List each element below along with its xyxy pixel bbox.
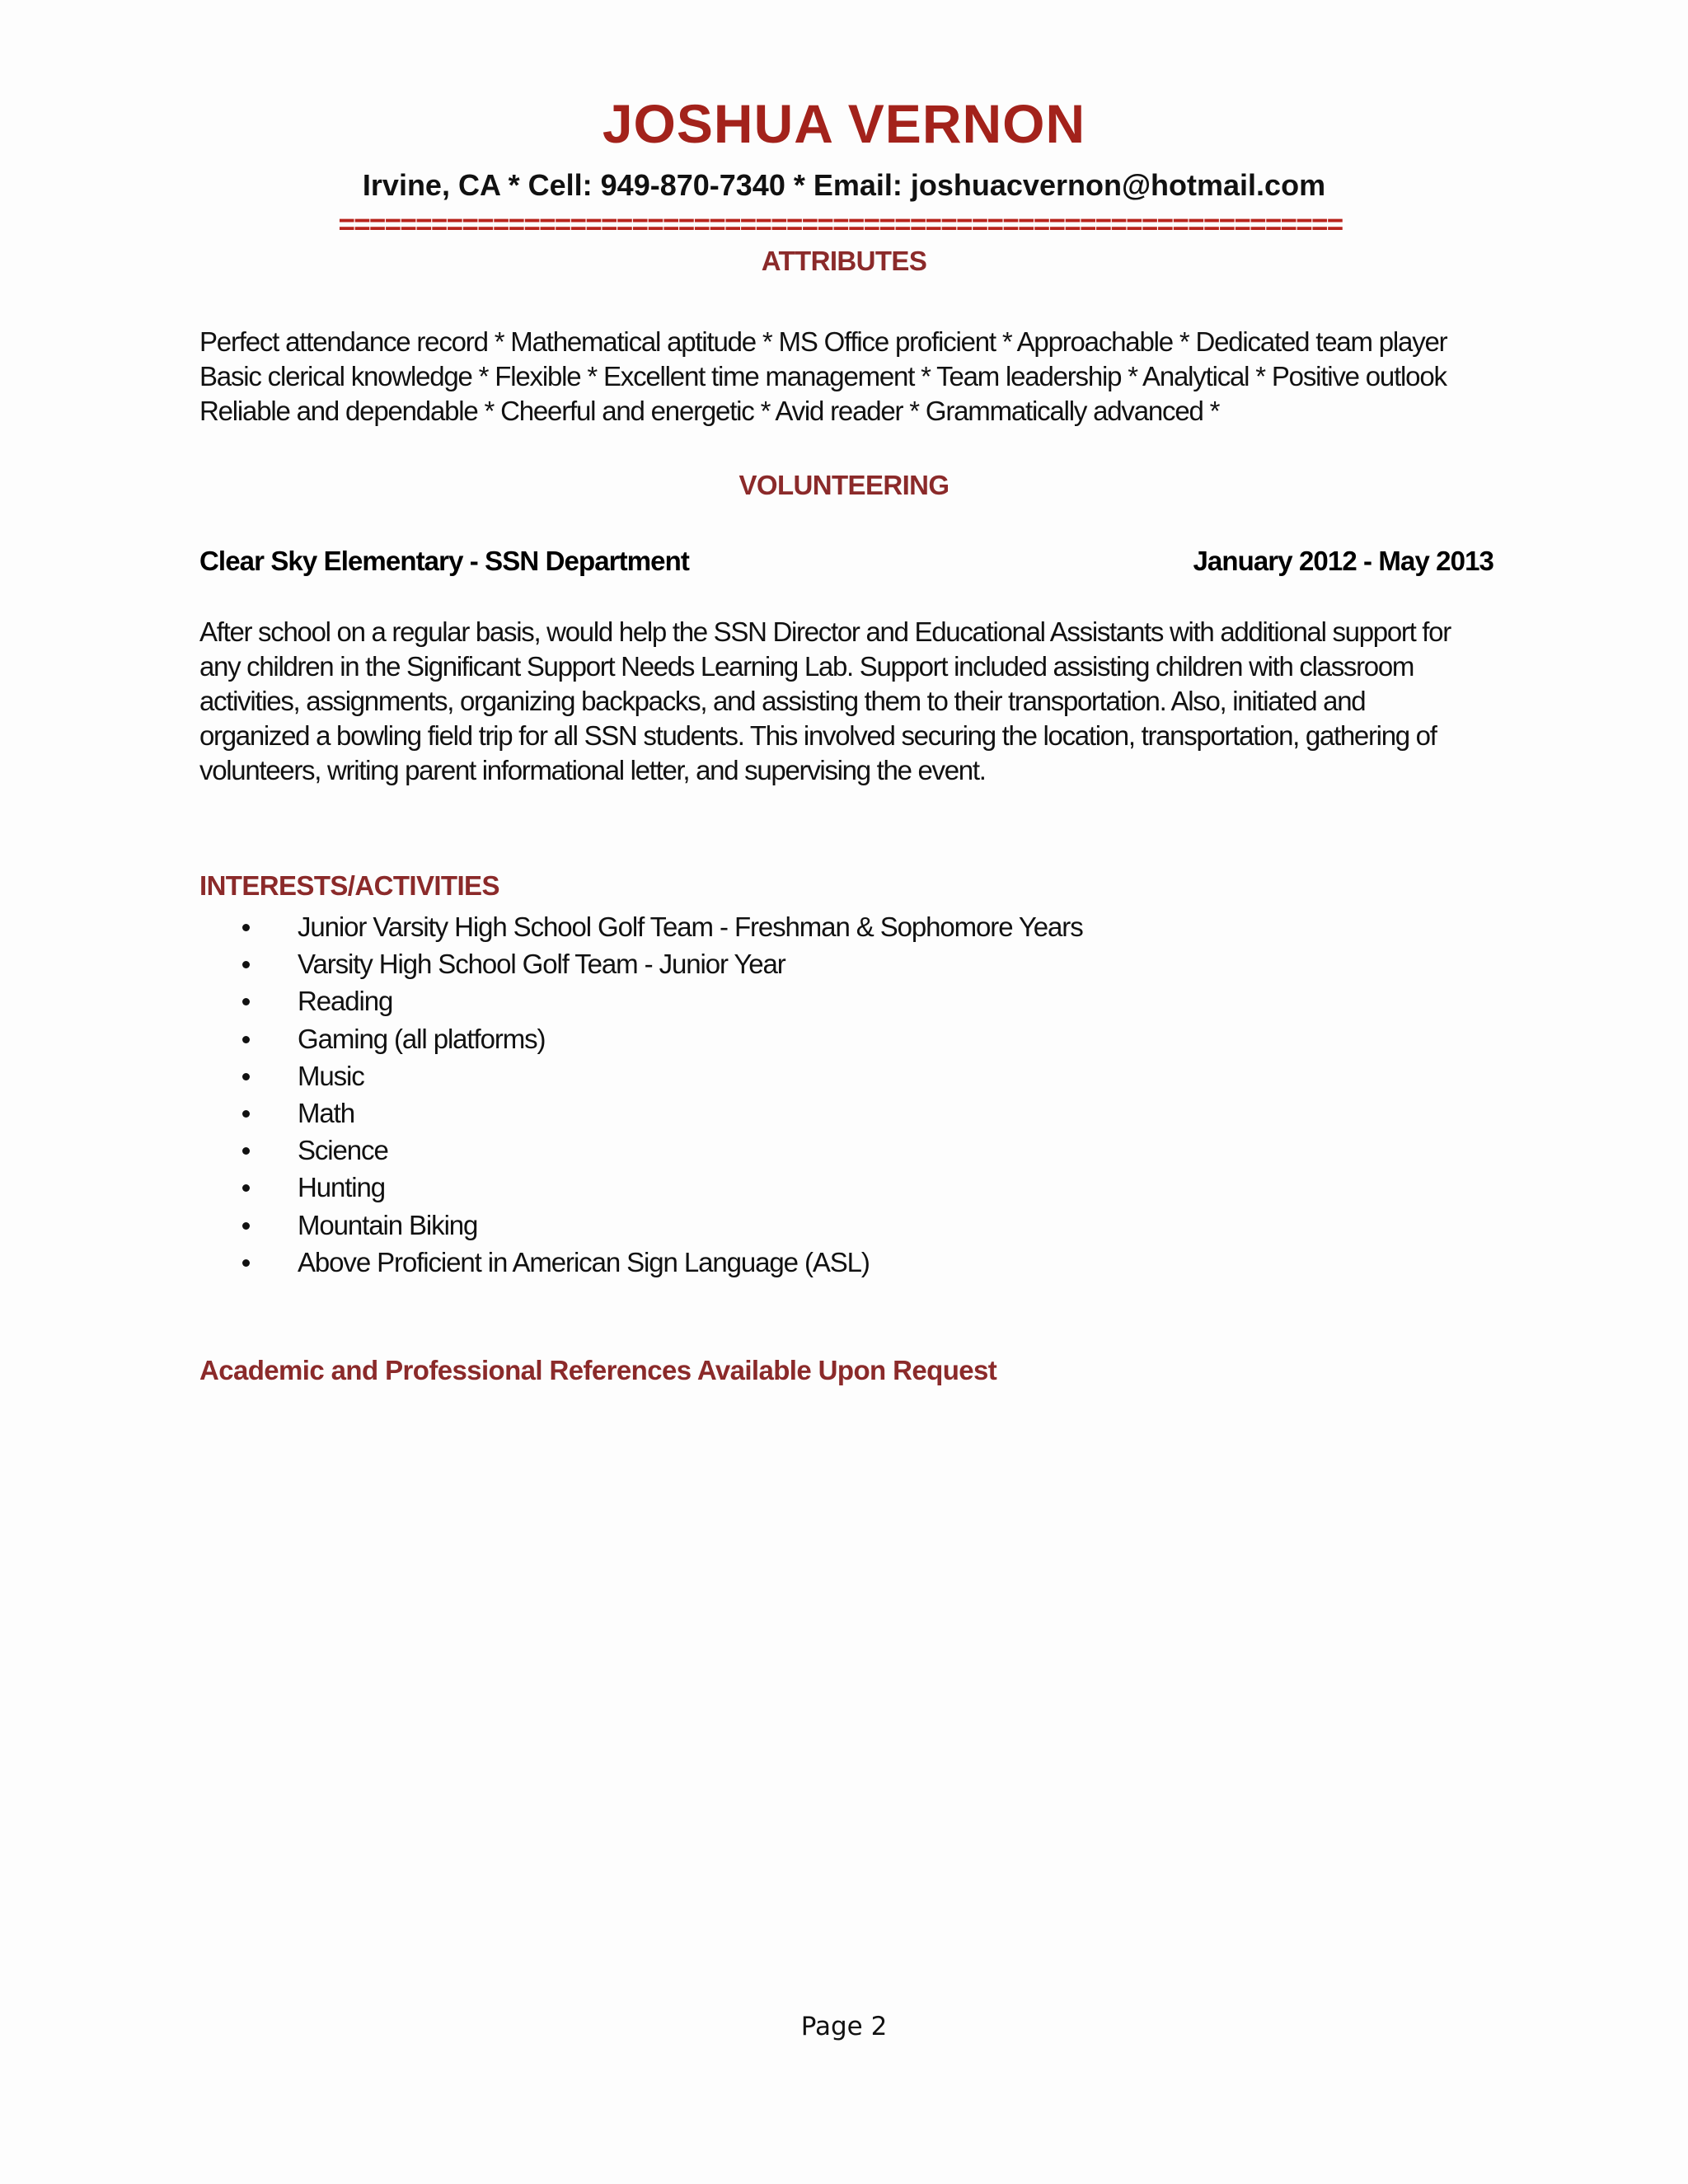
- volunteer-description-line: organized a bowling field trip for all SSN students. This involved securing the location, transportation, gathering of: [199, 720, 1437, 751]
- bullet-icon: [242, 924, 250, 931]
- bullet-icon: [242, 1184, 250, 1192]
- attributes-line: Basic clerical knowledge * Flexible * Excellent time management * Team leadership * Analytical * Positive outlook: [199, 361, 1447, 391]
- bullet-icon: [242, 1073, 250, 1080]
- bullet-icon: [242, 1147, 250, 1155]
- contact-line: Irvine, CA * Cell: 949-870-7340 * Email: joshuacvernon@hotmail.com: [362, 168, 1326, 202]
- resume-page: JOSHUA VERNON Irvine, CA * Cell: 949-870-7340 * Email: joshuacvernon@hotmail.com ================================================================= ATTRIBUTES Perfect attendance record * Mathematical aptitude * MS Office proficient * Approachable * Dedicated team player Basic clerical knowledge * Flexible * Excellent time management * Team leadership * Analytical * Positive outlook Reliable and dependable * Cheerful and energetic * Avid reader * Grammatically advanced * VOLUNTEERING Clear Sky Elementary - SSN Department January 2012 - May 2013 After school on a regular basis, would help the SSN Director and Educational Assistants with additional support for any children in the Significant Support Needs Learning Lab. Support included assisting children with classroom activities, assignments, organizing backpacks, and assisting them to their transportation. Also, initiated and organized a bowling field trip for all SSN students. This involved securing the location, transportation, gathering of volunteers, writing parent informational letter, and supervising the event. INTERESTS/ACTIVITIES Junior Varsity High School Golf Team - Freshman & Sophomore Years Varsity High School Golf Team - Junior Year Reading Gaming (all platforms) Music Math Science Hunting Mountain Biking Above Proficient in American Sign Language (ASL) Academic and Professional References Available Upon Request Page 2: [0, 0, 1688, 2184]
- interests-heading: INTERESTS/ACTIVITIES: [199, 870, 499, 901]
- page-number: Page 2: [800, 2012, 888, 2041]
- attributes-heading: ATTRIBUTES: [761, 246, 927, 276]
- bullet-icon: [242, 1110, 250, 1118]
- bullet-icon: [242, 998, 250, 1005]
- bullet-icon: [242, 961, 250, 968]
- volunteer-organization: Clear Sky Elementary - SSN Department: [199, 546, 689, 576]
- bullet-icon: [242, 1222, 250, 1230]
- volunteer-description-line: activities, assignments, organizing backpacks, and assisting them to their transportation. Also, initiated and: [199, 686, 1366, 716]
- references-note: Academic and Professional References Available Upon Request: [199, 1355, 997, 1385]
- candidate-name: JOSHUA VERNON: [602, 93, 1086, 154]
- bullet-icon: [242, 1259, 250, 1267]
- header-divider: =================================================================: [338, 213, 1343, 237]
- volunteering-heading: VOLUNTEERING: [738, 470, 950, 500]
- volunteer-description-line: volunteers, writing parent informational letter, and supervising the event.: [199, 755, 986, 785]
- volunteer-dates: January 2012 - May 2013: [1193, 546, 1493, 576]
- bullet-icon: [242, 1036, 250, 1043]
- attributes-line: Reliable and dependable * Cheerful and energetic * Avid reader * Grammatically advanced *: [199, 396, 1220, 426]
- attributes-line: Perfect attendance record * Mathematical aptitude * MS Office proficient * Approachable * Dedicated team player: [199, 326, 1447, 357]
- volunteer-description-line: After school on a regular basis, would help the SSN Director and Educational Assistants with additional support for: [199, 616, 1451, 647]
- volunteer-description-line: any children in the Significant Support Needs Learning Lab. Support included assisting children with classroom: [199, 651, 1414, 682]
